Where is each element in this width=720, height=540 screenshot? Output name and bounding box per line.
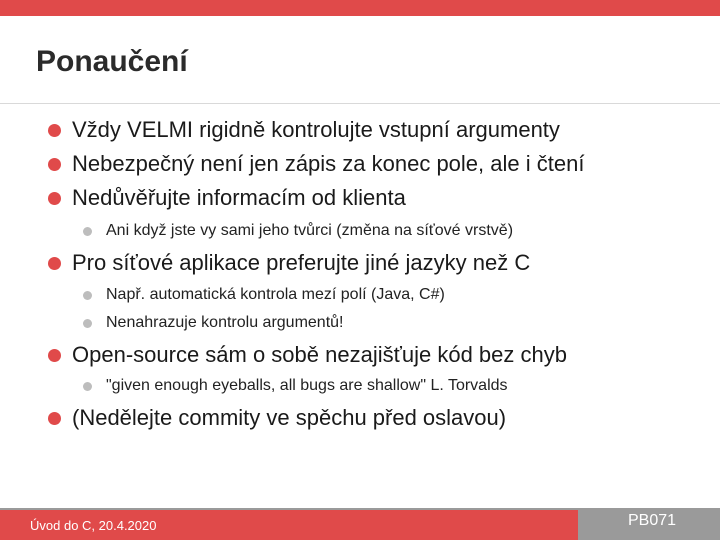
slide-title: Ponaučení <box>36 45 188 78</box>
sub-bullet-dot-icon <box>83 227 92 236</box>
sub-bullet-text: Např. automatická kontrola mezí polí (Java, C#) <box>106 286 445 303</box>
footer-code-box <box>578 508 720 540</box>
bullet-dot-icon <box>48 349 61 362</box>
bullet-text: Pro síťové aplikace preferujte jiné jazyky než C <box>72 250 531 275</box>
top-accent-bar <box>0 0 720 16</box>
sub-bullet-dot-icon <box>83 382 92 391</box>
sub-bullet-item <box>80 312 343 334</box>
bullet-item <box>48 184 406 212</box>
sub-bullet-text: Nenahrazuje kontrolu argumentů! <box>106 314 344 331</box>
footer-course-code: PB071 <box>628 512 677 529</box>
sub-bullet-text: Ani když jste vy sami jeho tvůrci (změna na síťové vrstvě) <box>106 222 514 239</box>
footer-course-bar <box>0 508 578 540</box>
sub-bullet-item <box>80 284 445 306</box>
bullet-item <box>48 341 567 369</box>
slide-footer <box>0 508 720 540</box>
bullet-item <box>48 249 530 277</box>
footer-course-text: Úvod do C, 20.4.2020 <box>30 518 157 533</box>
sub-bullet-dot-icon <box>83 291 92 300</box>
title-divider <box>0 103 720 104</box>
bullet-item <box>48 404 506 432</box>
bullet-dot-icon <box>48 192 61 205</box>
sub-bullet-item <box>80 375 508 397</box>
bullet-text: Nebezpečný není jen zápis za konec pole, ale i čtení <box>72 151 585 176</box>
sub-bullet-dot-icon <box>83 319 92 328</box>
bullet-dot-icon <box>48 124 61 137</box>
bullet-text: Vždy VELMI rigidně kontrolujte vstupní argumenty <box>72 117 560 142</box>
sub-bullet-text: "given enough eyeballs, all bugs are shallow" L. Torvalds <box>106 377 508 394</box>
bullet-text: Nedůvěřujte informacím od klienta <box>72 185 406 210</box>
bullet-text: Open-source sám o sobě nezajišťuje kód bez chyb <box>72 342 567 367</box>
bullet-dot-icon <box>48 412 61 425</box>
bullet-dot-icon <box>48 158 61 171</box>
bullet-item <box>48 150 584 178</box>
bullet-text: (Nedělejte commity ve spěchu před oslavou) <box>72 405 507 430</box>
bullet-item <box>48 116 560 144</box>
bullet-dot-icon <box>48 257 61 270</box>
sub-bullet-item <box>80 220 513 242</box>
